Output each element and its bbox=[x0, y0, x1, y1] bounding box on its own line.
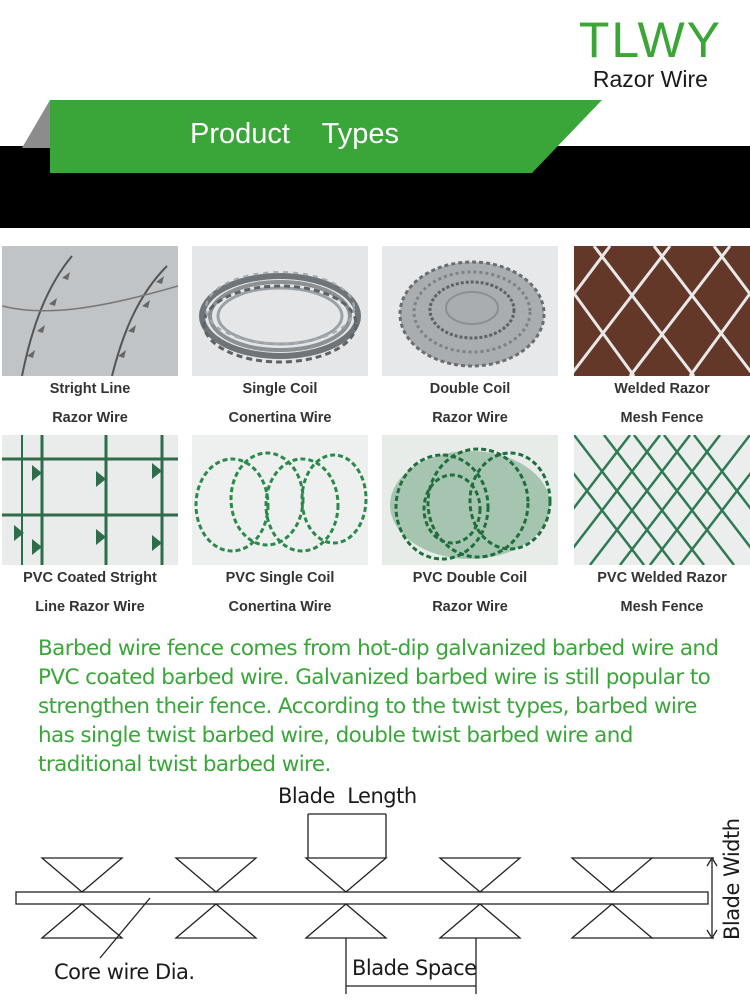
product-photo bbox=[382, 246, 558, 376]
product-photo bbox=[192, 246, 368, 376]
product-type: Mesh Fence bbox=[620, 599, 704, 615]
product-type: Razor Wire bbox=[432, 599, 508, 615]
product-photo bbox=[574, 435, 750, 565]
product-photo bbox=[2, 435, 178, 565]
product-type: Conertina Wire bbox=[228, 410, 332, 426]
product-type: Conertina Wire bbox=[228, 599, 332, 615]
product-name: PVC Single Coil bbox=[225, 570, 335, 586]
brand-logo bbox=[579, 14, 722, 92]
product-photo bbox=[192, 435, 368, 565]
brand-subtitle: Razor Wire bbox=[592, 66, 708, 92]
blade-space-label: Blade Space bbox=[352, 956, 477, 980]
product-name: Welded Razor bbox=[614, 381, 710, 397]
blade-width-label: Blade Width bbox=[720, 818, 744, 940]
core-wire-label: Core wire Dia. bbox=[54, 960, 195, 984]
product-name: PVC Coated Stright bbox=[23, 570, 157, 586]
blade-diagram bbox=[0, 780, 750, 1000]
blade-length-label: Blade Length bbox=[278, 784, 417, 808]
product-type: Line Razor Wire bbox=[35, 599, 145, 615]
product-name: PVC Double Coil bbox=[412, 570, 528, 586]
product-photo bbox=[2, 246, 178, 376]
section-title: Product Types bbox=[190, 118, 400, 150]
product-photo bbox=[382, 435, 558, 565]
product-type: Razor Wire bbox=[52, 410, 128, 426]
product-name: Double Coil bbox=[429, 381, 511, 397]
product-type: Mesh Fence bbox=[620, 410, 704, 426]
product-photo bbox=[574, 246, 750, 376]
product-name: PVC Welded Razor bbox=[597, 570, 727, 586]
description-text: Barbed wire fence comes from hot-dip galvanized barbed wire and PVC coated barbed wire. Galvanized barbed wire is still popular to strengthen their fence. According to the twist types, barbed wire has single twist barbed wire, double twist barbed wire and traditional twist barbed wire. bbox=[38, 636, 719, 777]
product-type: Razor Wire bbox=[432, 410, 508, 426]
product-name: Stright Line bbox=[49, 381, 131, 397]
product-name: Single Coil bbox=[242, 381, 318, 397]
brand-name: TLWY bbox=[578, 12, 722, 68]
